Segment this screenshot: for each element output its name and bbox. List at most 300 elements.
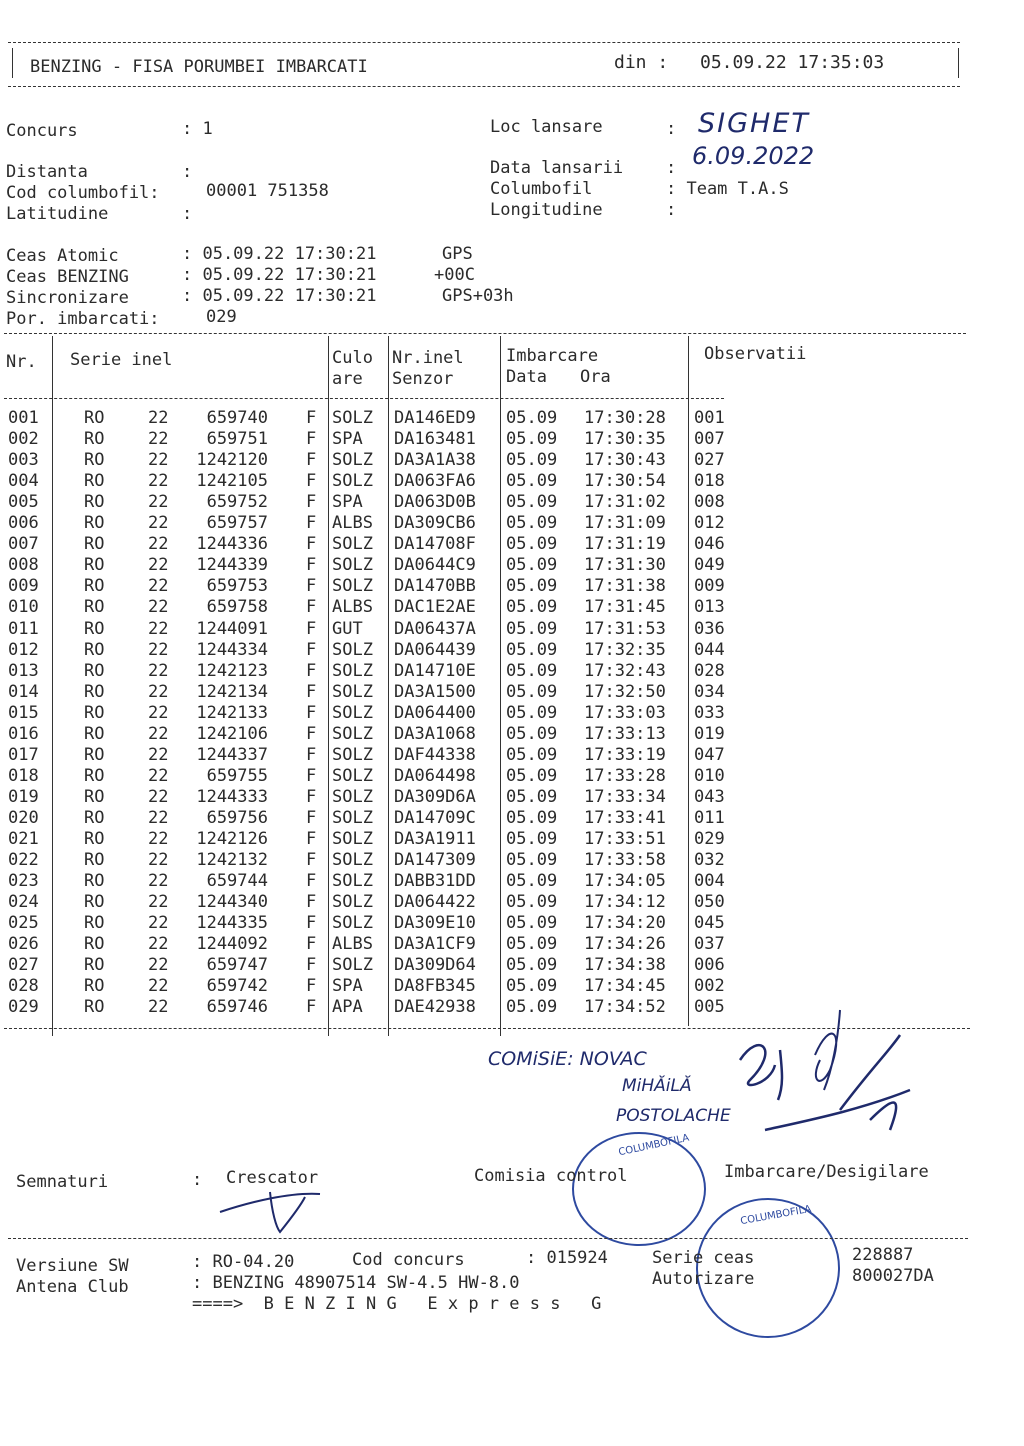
cell-country: RO <box>84 660 105 681</box>
cell-date: 05.09 <box>506 976 558 997</box>
cell-sensor: DA063D0B <box>394 492 476 513</box>
cell-time: 17:33:51 <box>584 829 666 849</box>
authorization-value: 800027DA <box>852 1266 934 1286</box>
cell-time: 17:34:05 <box>584 871 666 892</box>
cell-ring: 659744 <box>206 871 268 892</box>
table-row <box>0 703 1024 724</box>
clock-atomic-value: : 05.09.22 17:30:21 <box>182 244 377 264</box>
cell-date: 05.09 <box>506 513 558 534</box>
cell-sensor: DAF44338 <box>394 744 476 765</box>
cell-sex: F <box>306 639 317 660</box>
cod-concurs-value: : 015924 <box>526 1248 608 1268</box>
cell-sensor: DA14708F <box>394 534 476 555</box>
cell-nr: 028 <box>8 976 39 997</box>
cell-sensor: DA3A1A38 <box>394 450 476 471</box>
cell-country: RO <box>84 492 105 513</box>
cell-observation: 019 <box>694 723 725 744</box>
table-row <box>0 745 1024 766</box>
cell-country: RO <box>84 408 105 428</box>
cell-ring: 1244339 <box>196 555 268 576</box>
version-value: : RO-04.20 <box>192 1252 295 1272</box>
clock-atomic-label: Ceas Atomic <box>6 246 119 266</box>
cell-date: 05.09 <box>506 639 558 660</box>
cell-color: SOLZ <box>332 913 373 934</box>
cell-observation: 009 <box>694 576 725 597</box>
cell-ring: 659755 <box>206 765 268 786</box>
cell-country: RO <box>84 555 105 576</box>
cell-sensor: DA3A1068 <box>394 723 476 744</box>
cell-ring: 1242134 <box>196 681 268 702</box>
cell-sensor: DA064422 <box>394 892 476 913</box>
cell-sex: F <box>306 871 317 892</box>
cell-time: 17:32:35 <box>584 639 666 660</box>
cell-date: 05.09 <box>506 934 558 955</box>
print-date-value: 05.09.22 17:35:03 <box>700 52 885 73</box>
clock-sync-value: : 05.09.22 17:30:21 <box>182 286 377 306</box>
cell-year: 22 <box>148 555 169 576</box>
col-header-ora: Ora <box>580 367 611 387</box>
cell-observation: 004 <box>694 871 725 892</box>
cell-time: 17:34:26 <box>584 934 666 955</box>
table-row <box>0 892 1024 913</box>
cell-date: 05.09 <box>506 744 558 765</box>
cell-observation: 047 <box>694 744 725 765</box>
cell-observation: 011 <box>694 807 725 828</box>
cell-nr: 013 <box>8 660 39 681</box>
cell-nr: 015 <box>8 702 39 723</box>
table-header-rule <box>4 398 724 399</box>
cell-date: 05.09 <box>506 471 558 492</box>
cell-time: 17:33:41 <box>584 807 666 828</box>
col-header-observatii: Observatii <box>704 344 807 364</box>
cell-color: SOLZ <box>332 639 373 660</box>
cell-nr: 024 <box>8 892 39 913</box>
cell-date: 05.09 <box>506 723 558 744</box>
cell-sex: F <box>306 534 317 555</box>
cell-year: 22 <box>148 597 169 618</box>
cell-date: 05.09 <box>506 892 558 913</box>
cell-ring: 1244333 <box>196 786 268 807</box>
cell-date: 05.09 <box>506 702 558 723</box>
cell-sex: F <box>306 913 317 934</box>
concurs-value: : 1 <box>182 119 213 139</box>
cell-nr: 018 <box>8 765 39 786</box>
cell-color: SOLZ <box>332 850 373 871</box>
cell-observation: 013 <box>694 597 725 618</box>
cell-nr: 010 <box>8 597 39 618</box>
cell-nr: 023 <box>8 871 39 892</box>
cod-columbofil-label: Cod columbofil: <box>6 183 160 203</box>
cell-time: 17:34:45 <box>584 976 666 997</box>
cell-observation: 027 <box>694 450 725 471</box>
cell-sensor: DA3A1911 <box>394 829 476 849</box>
cell-observation: 045 <box>694 913 725 934</box>
cell-year: 22 <box>148 408 169 428</box>
cell-ring: 1244340 <box>196 892 268 913</box>
cell-observation: 010 <box>694 765 725 786</box>
cell-sex: F <box>306 513 317 534</box>
cell-color: SOLZ <box>332 871 373 892</box>
cell-ring: 659758 <box>206 597 268 618</box>
cell-sex: F <box>306 850 317 871</box>
cell-country: RO <box>84 429 105 450</box>
cell-color: SOLZ <box>332 450 373 471</box>
cell-nr: 014 <box>8 681 39 702</box>
cell-country: RO <box>84 997 105 1018</box>
authorization-label: Autorizare <box>652 1269 755 1289</box>
columbofil-value: : Team T.A.S <box>666 179 789 199</box>
cell-country: RO <box>84 976 105 997</box>
cell-sensor: DAE42938 <box>394 997 476 1018</box>
cell-ring: 1242106 <box>196 723 268 744</box>
cell-nr: 021 <box>8 829 39 849</box>
cell-year: 22 <box>148 471 169 492</box>
cell-observation: 050 <box>694 892 725 913</box>
cell-sex: F <box>306 934 317 955</box>
cell-ring: 1244092 <box>196 934 268 955</box>
cell-country: RO <box>84 702 105 723</box>
cell-country: RO <box>84 597 105 618</box>
cell-nr: 011 <box>8 618 39 639</box>
cell-ring: 1244091 <box>196 618 268 639</box>
cell-ring: 1244335 <box>196 913 268 934</box>
cell-sex: F <box>306 744 317 765</box>
clock-benzing-value: : 05.09.22 17:30:21 <box>182 265 377 285</box>
cell-sensor: DA064400 <box>394 702 476 723</box>
cell-time: 17:33:03 <box>584 702 666 723</box>
cell-nr: 003 <box>8 450 39 471</box>
cell-date: 05.09 <box>506 450 558 471</box>
cell-year: 22 <box>148 976 169 997</box>
cell-nr: 001 <box>8 408 39 428</box>
latitudine-label: Latitudine <box>6 204 109 224</box>
cell-nr: 016 <box>8 723 39 744</box>
cell-nr: 019 <box>8 786 39 807</box>
cell-ring: 659742 <box>206 976 268 997</box>
cell-date: 05.09 <box>506 555 558 576</box>
cell-time: 17:31:38 <box>584 576 666 597</box>
table-row <box>0 576 1024 597</box>
print-date-label: din : <box>614 52 669 73</box>
cell-ring: 1242132 <box>196 850 268 871</box>
cell-sensor: DA146ED9 <box>394 408 476 428</box>
cell-country: RO <box>84 850 105 871</box>
cell-date: 05.09 <box>506 408 558 428</box>
cell-color: ALBS <box>332 513 373 534</box>
cell-country: RO <box>84 471 105 492</box>
cell-ring: 1242133 <box>196 702 268 723</box>
cell-time: 17:32:43 <box>584 660 666 681</box>
cell-country: RO <box>84 639 105 660</box>
table-row <box>0 787 1024 808</box>
commission-handwritten-line3: POSTOLACHE <box>616 1106 731 1126</box>
cell-sensor: DA147309 <box>394 850 476 871</box>
signature-crescator-label: Crescator <box>226 1168 319 1188</box>
cell-ring: 659757 <box>206 513 268 534</box>
cell-ring: 1244334 <box>196 639 268 660</box>
table-row <box>0 597 1024 618</box>
cell-sensor: DA063FA6 <box>394 471 476 492</box>
cell-color: SOLZ <box>332 471 373 492</box>
distanta-value: : <box>182 162 193 182</box>
cell-sex: F <box>306 576 317 597</box>
cell-observation: 034 <box>694 681 725 702</box>
col-header-imbarcare: Imbarcare <box>506 346 599 366</box>
table-row <box>0 534 1024 555</box>
cell-nr: 022 <box>8 850 39 871</box>
cell-date: 05.09 <box>506 534 558 555</box>
cell-color: GUT <box>332 618 363 639</box>
cell-date: 05.09 <box>506 829 558 849</box>
table-row <box>0 913 1024 934</box>
cell-ring: 659752 <box>206 492 268 513</box>
cell-color: SPA <box>332 976 363 997</box>
header-bottom-rule <box>8 86 960 87</box>
cod-concurs-label: Cod concurs <box>352 1250 465 1270</box>
cell-date: 05.09 <box>506 913 558 934</box>
cell-time: 17:31:30 <box>584 555 666 576</box>
cell-observation: 005 <box>694 997 725 1018</box>
crescator-signature-scribble <box>210 1182 340 1242</box>
cell-country: RO <box>84 871 105 892</box>
cell-nr: 017 <box>8 744 39 765</box>
cell-color: SOLZ <box>332 829 373 849</box>
cell-nr: 025 <box>8 913 39 934</box>
cell-country: RO <box>84 934 105 955</box>
cell-ring: 1244336 <box>196 534 268 555</box>
table-row <box>0 955 1024 976</box>
cell-country: RO <box>84 513 105 534</box>
cell-date: 05.09 <box>506 660 558 681</box>
cell-year: 22 <box>148 934 169 955</box>
cell-year: 22 <box>148 660 169 681</box>
table-row <box>0 450 1024 471</box>
col-header-culoare-1: Culo <box>332 348 373 368</box>
cell-time: 17:33:34 <box>584 786 666 807</box>
table-row <box>0 429 1024 450</box>
cell-year: 22 <box>148 786 169 807</box>
latitudine-value: : <box>182 204 193 224</box>
table-row <box>0 850 1024 871</box>
club-stamp-1-text: COLUMBOFILA <box>617 1132 691 1159</box>
cell-sensor: DABB31DD <box>394 871 476 892</box>
cell-sensor: DA309E10 <box>394 913 476 934</box>
cell-sex: F <box>306 618 317 639</box>
cell-year: 22 <box>148 639 169 660</box>
cell-observation: 029 <box>694 829 725 849</box>
cell-observation: 028 <box>694 660 725 681</box>
antenna-value: : BENZING 48907514 SW-4.5 HW-8.0 <box>192 1273 520 1293</box>
cell-nr: 020 <box>8 807 39 828</box>
cell-color: SOLZ <box>332 786 373 807</box>
longitudine-value: : <box>666 200 677 220</box>
distanta-label: Distanta <box>6 162 88 182</box>
loc-lansare-label: Loc lansare <box>490 117 603 137</box>
cell-sensor: DA309D6A <box>394 786 476 807</box>
cell-observation: 037 <box>694 934 725 955</box>
cell-time: 17:33:58 <box>584 850 666 871</box>
cell-ring: 1242105 <box>196 471 268 492</box>
cell-color: SOLZ <box>332 408 373 428</box>
cell-date: 05.09 <box>506 576 558 597</box>
cell-observation: 002 <box>694 976 725 997</box>
cell-time: 17:34:52 <box>584 997 666 1018</box>
columbofil-label: Columbofil <box>490 179 593 199</box>
table-row <box>0 492 1024 513</box>
cell-year: 22 <box>148 765 169 786</box>
clock-serial-label: Serie ceas <box>652 1248 755 1268</box>
pigeons-boarded-label: Por. imbarcati: <box>6 309 160 329</box>
cell-observation: 018 <box>694 471 725 492</box>
table-row <box>0 766 1024 787</box>
cell-time: 17:31:45 <box>584 597 666 618</box>
cell-year: 22 <box>148 871 169 892</box>
cell-ring: 659753 <box>206 576 268 597</box>
cell-sex: F <box>306 976 317 997</box>
cell-sex: F <box>306 765 317 786</box>
longitudine-label: Longitudine <box>490 200 603 220</box>
cell-date: 05.09 <box>506 850 558 871</box>
signature-imbarcare-label: Imbarcare/Desigilare <box>724 1162 929 1182</box>
signatures-colon: : <box>192 1170 203 1190</box>
cell-year: 22 <box>148 513 169 534</box>
cell-nr: 004 <box>8 471 39 492</box>
cell-year: 22 <box>148 681 169 702</box>
cell-time: 17:31:02 <box>584 492 666 513</box>
cell-observation: 043 <box>694 786 725 807</box>
cell-sex: F <box>306 723 317 744</box>
loc-lansare-handwritten: SIGHET <box>698 108 810 139</box>
cell-ring: 659751 <box>206 429 268 450</box>
version-label: Versiune SW <box>16 1256 129 1276</box>
cell-nr: 027 <box>8 955 39 976</box>
table-top-rule <box>4 333 966 334</box>
cell-date: 05.09 <box>506 681 558 702</box>
cell-sensor: DA064439 <box>394 639 476 660</box>
cell-sensor: DA8FB345 <box>394 976 476 997</box>
cell-time: 17:32:50 <box>584 681 666 702</box>
cell-year: 22 <box>148 829 169 849</box>
cell-sex: F <box>306 955 317 976</box>
table-row <box>0 471 1024 492</box>
cell-country: RO <box>84 955 105 976</box>
cell-observation: 006 <box>694 955 725 976</box>
concurs-label: Concurs <box>6 121 78 141</box>
cell-country: RO <box>84 765 105 786</box>
clock-benzing-note: +00C <box>434 265 475 285</box>
table-row <box>0 829 1024 850</box>
cell-sex: F <box>306 786 317 807</box>
cell-color: SOLZ <box>332 955 373 976</box>
col-header-culoare-2: are <box>332 369 363 389</box>
commission-handwritten-line1: COMiSiE: NOVAC <box>488 1048 647 1070</box>
cell-sex: F <box>306 829 317 849</box>
cell-color: SOLZ <box>332 681 373 702</box>
cell-observation: 036 <box>694 618 725 639</box>
cell-sensor: DA1470BB <box>394 576 476 597</box>
cell-country: RO <box>84 913 105 934</box>
cell-nr: 029 <box>8 997 39 1018</box>
commission-handwritten-line2: MiHĂiLĂ <box>622 1076 692 1096</box>
cell-ring: 659756 <box>206 807 268 828</box>
cell-color: SOLZ <box>332 576 373 597</box>
signatures-label: Semnaturi <box>16 1172 109 1192</box>
cell-sensor: DA0644C9 <box>394 555 476 576</box>
cell-year: 22 <box>148 534 169 555</box>
cell-date: 05.09 <box>506 492 558 513</box>
cell-year: 22 <box>148 807 169 828</box>
cell-ring: 659747 <box>206 955 268 976</box>
cell-year: 22 <box>148 955 169 976</box>
cell-year: 22 <box>148 744 169 765</box>
cell-color: SOLZ <box>332 702 373 723</box>
cell-time: 17:31:19 <box>584 534 666 555</box>
cell-nr: 026 <box>8 934 39 955</box>
col-header-serie: Serie inel <box>70 350 173 370</box>
cell-date: 05.09 <box>506 786 558 807</box>
cell-sensor: DA064498 <box>394 765 476 786</box>
cell-time: 17:30:43 <box>584 450 666 471</box>
cell-ring: 1242123 <box>196 660 268 681</box>
cell-year: 22 <box>148 702 169 723</box>
cell-nr: 002 <box>8 429 39 450</box>
cell-country: RO <box>84 807 105 828</box>
data-lansarii-colon: : <box>666 158 677 178</box>
cell-country: RO <box>84 723 105 744</box>
cell-country: RO <box>84 829 105 849</box>
cell-sex: F <box>306 660 317 681</box>
cell-sensor: DA3A1500 <box>394 681 476 702</box>
cell-nr: 007 <box>8 534 39 555</box>
cell-country: RO <box>84 744 105 765</box>
cell-time: 17:34:12 <box>584 892 666 913</box>
cell-time: 17:33:13 <box>584 723 666 744</box>
cell-date: 05.09 <box>506 807 558 828</box>
cell-nr: 012 <box>8 639 39 660</box>
cell-country: RO <box>84 786 105 807</box>
cell-color: APA <box>332 997 363 1018</box>
cell-sex: F <box>306 429 317 450</box>
benzing-express-line: ====> B E N Z I N G E x p r e s s G <box>192 1294 602 1314</box>
cell-time: 17:33:28 <box>584 765 666 786</box>
table-row <box>0 640 1024 661</box>
cell-date: 05.09 <box>506 955 558 976</box>
cell-date: 05.09 <box>506 997 558 1018</box>
cell-color: SOLZ <box>332 765 373 786</box>
cell-observation: 033 <box>694 702 725 723</box>
cell-time: 17:31:09 <box>584 513 666 534</box>
cell-sensor: DA3A1CF9 <box>394 934 476 955</box>
cell-country: RO <box>84 576 105 597</box>
cell-color: SOLZ <box>332 807 373 828</box>
clock-benzing-label: Ceas BENZING <box>6 267 129 287</box>
cell-sex: F <box>306 450 317 471</box>
cell-date: 05.09 <box>506 618 558 639</box>
cell-observation: 008 <box>694 492 725 513</box>
cod-columbofil-value: 00001 751358 <box>206 181 329 201</box>
cell-nr: 005 <box>8 492 39 513</box>
col-header-nr: Nr. <box>6 352 37 372</box>
col-header-senzor-2: Senzor <box>392 369 454 389</box>
table-row <box>0 871 1024 892</box>
table-row <box>0 555 1024 576</box>
cell-time: 17:30:28 <box>584 408 666 428</box>
cell-ring: 659740 <box>206 408 268 428</box>
cell-color: SOLZ <box>332 723 373 744</box>
cell-country: RO <box>84 892 105 913</box>
cell-sex: F <box>306 702 317 723</box>
cell-sensor: DA309D64 <box>394 955 476 976</box>
